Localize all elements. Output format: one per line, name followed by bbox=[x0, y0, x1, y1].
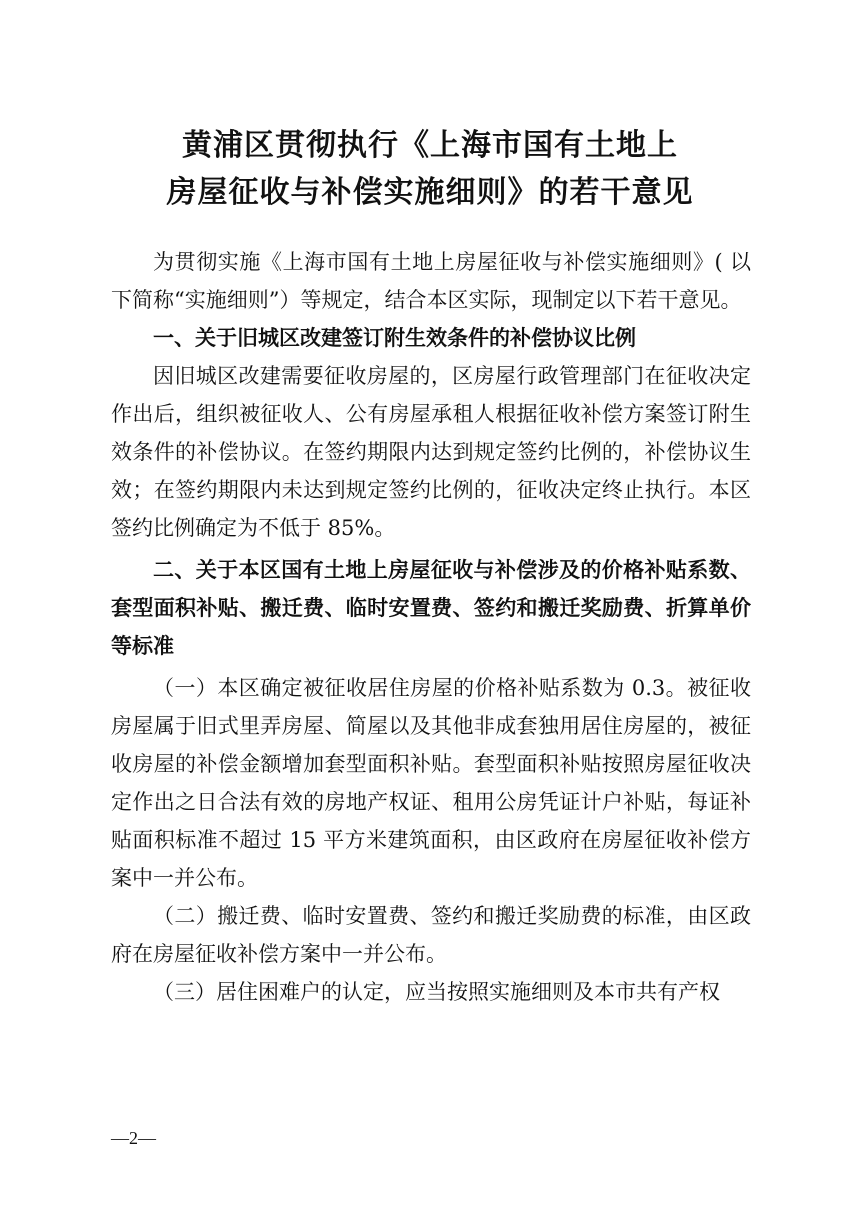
section-2-item-2: （二）搬迁费、临时安置费、签约和搬迁奖励费的标准，由区政府在房屋征收补偿方案中一并公布。 bbox=[111, 904, 751, 966]
section-2-item-1: （一）本区确定被征收居住房屋的价格补贴系数为 0.3。被征收房屋属于旧式里弄房屋、简屋以及其他非成套独用居住房屋的，被征收房屋的补偿金额增加套型面积补贴。套型面积补贴按照房屋征收决定作出之日合法有效的房地产权证、租用公房凭证计户补贴，每证补贴面积标准不超过 15 平方米建筑面积，由区政府在房屋征收补偿方案中一并公布。 bbox=[111, 676, 751, 890]
title-line-1: 黄浦区贯彻执行《上海市国有土地上 bbox=[182, 128, 678, 163]
page-number: —2— bbox=[111, 1128, 156, 1148]
document-body bbox=[111, 243, 751, 1011]
section-1-heading: 一、关于旧城区改建签订附生效条件的补偿协议比例 bbox=[153, 326, 636, 350]
section-1-body: 因旧城区改建需要征收房屋的，区房屋行政管理部门在征收决定作出后，组织被征收人、公有房屋承租人根据征收补偿方案签订附生效条件的补偿协议。在签约期限内达到规定签约比例的，补偿协议生效；在签约期限内未达到规定签约比例的，征收决定终止执行。本区签约比例确定为不低于 85%。 bbox=[111, 364, 751, 540]
intro-paragraph: 为贯彻实施《上海市国有土地上房屋征收与补偿实施细则》( 以下简称“实施细则”）等规定，结合本区实际，现制定以下若干意见。 bbox=[111, 250, 751, 312]
section-2-item-3: （三）居住困难户的认定，应当按照实施细则及本市共有产权 bbox=[153, 980, 720, 1004]
section-2-heading: 二、关于本区国有土地上房屋征收与补偿涉及的价格补贴系数、套型面积补贴、搬迁费、临时安置费、签约和搬迁奖励费、折算单价等标准 bbox=[111, 558, 751, 658]
title-line-2: 房屋征收与补偿实施细则》的若干意见 bbox=[166, 175, 694, 210]
document-title bbox=[110, 122, 750, 216]
